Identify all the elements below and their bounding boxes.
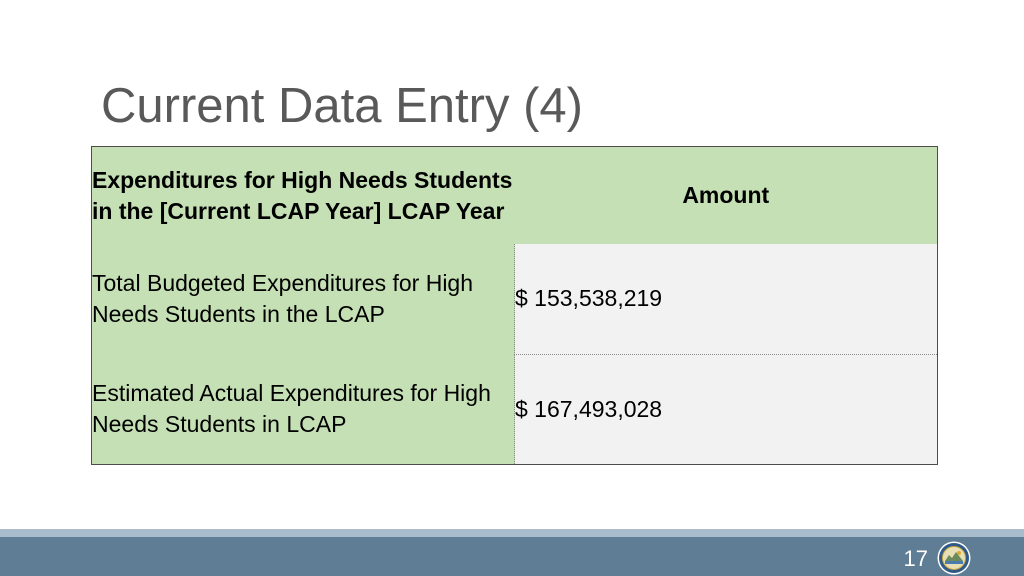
table-header-row (92, 147, 938, 245)
footer-bar (0, 537, 1024, 576)
row-amount-budgeted: $ 153,538,219 (515, 244, 938, 354)
table-header-expenditures: Expenditures for High Needs Students in the [Current LCAP Year] LCAP Year (92, 147, 515, 245)
slide-title: Current Data Entry (4) (101, 79, 583, 133)
page-number: 17 (903, 546, 928, 571)
table-row (92, 354, 938, 465)
table-header-amount: Amount (515, 147, 938, 245)
table-row (92, 244, 938, 354)
row-amount-actual: $ 167,493,028 (515, 354, 938, 465)
footer-divider (0, 529, 1024, 537)
row-label-actual: Estimated Actual Expenditures for High Needs Students in LCAP (92, 354, 515, 465)
row-label-budgeted: Total Budgeted Expenditures for High Needs Students in the LCAP (92, 244, 515, 354)
expenditures-table (91, 146, 938, 465)
state-seal-icon (937, 541, 971, 575)
